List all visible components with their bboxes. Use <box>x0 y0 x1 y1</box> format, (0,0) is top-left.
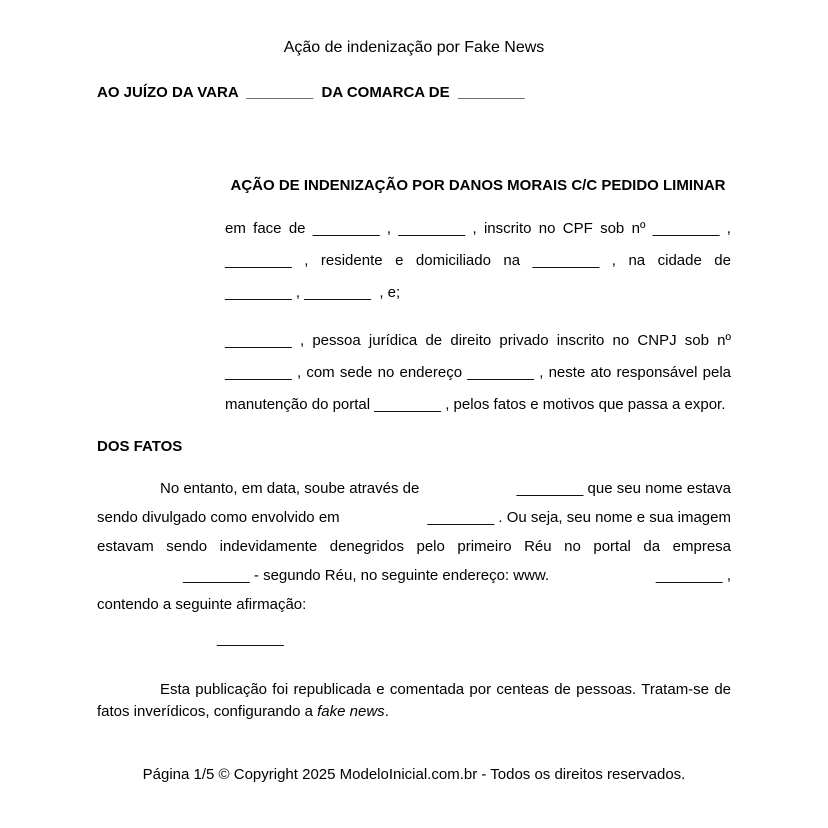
blank-field: ________ <box>225 252 292 269</box>
blank-field: ________ <box>516 480 584 497</box>
page-footer: Página 1/5 © Copyright 2025 ModeloInicial.com.br - Todos os direitos reservados. <box>142 766 686 783</box>
publication-paragraph-line <box>97 679 731 701</box>
blank-field: ________ <box>532 252 600 269</box>
defendant-qualification-line <box>225 245 731 277</box>
facts-paragraph-line <box>97 503 731 532</box>
blank-field: ________ <box>467 364 535 381</box>
text-run: sendo divulgado como envolvido em <box>97 509 340 526</box>
text-run: , na cidade de <box>599 252 731 269</box>
blank-field: ________ <box>655 567 723 584</box>
text-run: AO JUÍZO DA VARA <box>97 84 247 101</box>
court-addressing-line <box>97 83 731 102</box>
publication-paragraph-line <box>97 701 731 723</box>
blank-field: ________ <box>457 84 525 101</box>
text-run: No entanto, em data, soube através de <box>160 480 420 497</box>
italic-text: fake news <box>317 703 385 720</box>
section-heading-dos-fatos <box>97 437 731 456</box>
text-run: em face de <box>225 220 313 237</box>
defendant-qualification-line <box>225 213 731 245</box>
blank-field: ________ <box>304 284 372 301</box>
text-run: , <box>291 284 305 301</box>
text-run: , e; <box>371 284 401 301</box>
text-run: , <box>379 220 399 237</box>
text-run: - segundo Réu, no seguinte endereço: www. <box>249 567 550 584</box>
text-run: , <box>719 220 731 237</box>
text-run: DOS FATOS <box>97 438 183 455</box>
text-run: , <box>722 567 731 584</box>
text-run: que seu nome estava <box>583 480 731 497</box>
blank-field: ________ <box>217 630 284 647</box>
text-run: , pessoa jurídica de direito privado inscrito no CNPJ sob nº <box>291 332 731 349</box>
blank-field: ________ <box>427 509 495 526</box>
company-qualification-line <box>225 389 731 421</box>
document-title: Ação de indenização por Fake News <box>283 39 545 56</box>
text-run: fatos inverídicos, configurando a <box>97 703 318 720</box>
action-heading <box>225 176 731 195</box>
text-run: , inscrito no CPF sob nº <box>465 220 653 237</box>
text-run: . <box>384 703 389 720</box>
text-run: , residente e domiciliado na <box>291 252 533 269</box>
facts-paragraph-line <box>97 590 731 619</box>
text-run: , neste ato responsável pela <box>534 364 731 381</box>
text-run: AÇÃO DE INDENIZAÇÃO POR DANOS MORAIS C/C PEDIDO LIMINAR <box>230 177 726 194</box>
blank-field: ________ <box>374 396 442 413</box>
text-run: Esta publicação foi republicada e comentada por centeas de pessoas. Tratam-se de <box>160 681 731 698</box>
blank-field: ________ <box>183 567 250 584</box>
blank-field: ________ <box>312 220 380 237</box>
text-run: , pelos fatos e motivos que passa a expor. <box>441 396 726 413</box>
text-run: , com sede no endereço <box>291 364 468 381</box>
text-run: DA COMARCA DE <box>313 84 458 101</box>
text-run: . Ou seja, seu nome e sua imagem <box>494 509 731 526</box>
blank-field: ________ <box>225 364 292 381</box>
facts-paragraph-line <box>97 532 731 561</box>
text-run: manutenção do portal <box>225 396 375 413</box>
facts-paragraph-line <box>97 561 731 590</box>
quote-blank-line <box>97 629 731 648</box>
blank-field: ________ <box>398 220 466 237</box>
text-run: estavam sendo indevidamente denegridos pelo primeiro Réu no portal da empresa <box>97 538 731 555</box>
blank-field: ________ <box>246 84 314 101</box>
facts-paragraph-line <box>97 474 731 503</box>
company-qualification-line <box>225 325 731 357</box>
company-qualification-line <box>225 357 731 389</box>
blank-field: ________ <box>225 332 292 349</box>
blank-field: ________ <box>225 284 292 301</box>
document-body <box>97 83 731 723</box>
defendant-qualification-line <box>225 277 731 309</box>
text-run: contendo a seguinte afirmação: <box>97 596 307 613</box>
blank-field: ________ <box>652 220 720 237</box>
